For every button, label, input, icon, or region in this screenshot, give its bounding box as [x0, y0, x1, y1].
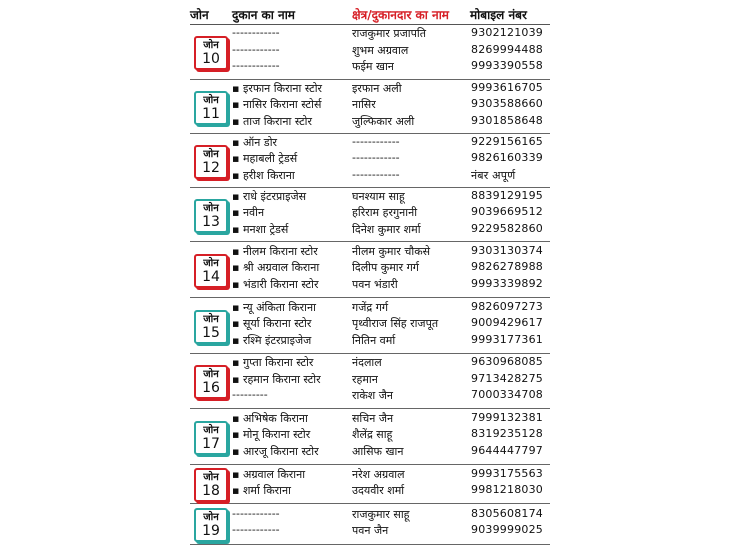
- mobile-number: 9229156165: [471, 134, 543, 148]
- area-owner-name: पवन जैन: [352, 524, 389, 537]
- area-owner-name: गजेंद्र गर्ग: [352, 300, 389, 314]
- zone-badge-number: 11: [202, 106, 220, 122]
- shop-name: ▪ भंडारी किराना स्टोर: [232, 277, 319, 291]
- area-owner-name: ------------: [352, 167, 400, 181]
- area-owner-name: शैलेंद्र साहू: [352, 428, 393, 442]
- shop-name: ▪ इरफान किराना स्टोर: [232, 81, 323, 95]
- mobile-number: 9039999025: [471, 523, 543, 536]
- table-row: [190, 483, 550, 499]
- area-owner-name: ------------: [352, 151, 400, 165]
- zone-block: [190, 80, 550, 134]
- mobile-number: 9302121039: [471, 26, 543, 40]
- mobile-number: 9009429617: [471, 316, 543, 330]
- zone-badge-label: जोन: [203, 425, 219, 436]
- zone-block: [190, 298, 550, 354]
- shop-name: ▪ रश्मि इंटरप्राइजेज: [232, 333, 312, 347]
- zone-badge-number: 18: [202, 483, 220, 499]
- zone-block: [190, 409, 550, 465]
- mobile-number: 9993616705: [471, 80, 543, 94]
- mobile-number: 9039669512: [471, 205, 543, 219]
- mobile-number: 9826278988: [471, 260, 543, 274]
- area-owner-name: नितिन वर्मा: [352, 333, 396, 347]
- shop-name: ▪ अभिषेक किराना: [232, 411, 308, 425]
- area-owner-name: नासिर: [352, 98, 376, 112]
- header-area-owner: क्षेत्र/दुकानदार का नाम: [352, 8, 449, 22]
- zone-badge-label: जोन: [203, 149, 219, 160]
- mobile-number: 9826097273: [471, 299, 543, 313]
- table-row: [190, 427, 550, 443]
- area-owner-name: दिनेश कुमार शर्मा: [352, 222, 421, 236]
- mobile-number: 9303130374: [471, 243, 543, 257]
- table-row: [190, 523, 550, 539]
- table-row: [190, 26, 550, 42]
- zone-block: [190, 242, 550, 298]
- table-row: [190, 222, 550, 238]
- table-row: [190, 189, 550, 205]
- shop-name: ▪ राधे इंटरप्राइजेस: [232, 189, 307, 203]
- shop-name: ▪ ऑन डोर: [232, 135, 278, 149]
- table-row: [190, 277, 550, 293]
- shop-name: ------------: [232, 506, 280, 520]
- zone-badge-number: 10: [202, 51, 220, 67]
- table-row: [190, 369, 550, 388]
- table-row: [190, 114, 550, 130]
- table-row: [190, 168, 550, 184]
- area-owner-name: नीलम कुमार चौकसे: [352, 244, 431, 258]
- shop-name: ▪ न्यू अंकिता किराना: [232, 300, 316, 314]
- area-owner-name: नंदलाल: [352, 356, 382, 370]
- table-row: [190, 300, 550, 316]
- mobile-number: 9993339892: [471, 276, 543, 290]
- mobile-number: 9993177361: [471, 332, 543, 346]
- table-row: [190, 444, 550, 460]
- mobile-number: 9301858648: [471, 113, 543, 127]
- zone-badge-label: जोन: [203, 472, 219, 483]
- table-row: [190, 97, 550, 113]
- shop-name: ------------: [232, 59, 280, 73]
- shop-name: ------------: [232, 523, 280, 536]
- shop-name: ▪ नासिर किराना स्टोर्स: [232, 98, 322, 112]
- zone-block: [190, 25, 550, 80]
- shop-name: ▪ अग्रवाल किराना: [232, 467, 306, 481]
- mobile-number: 9826160339: [471, 151, 543, 165]
- zone-badge-number: 14: [202, 269, 220, 285]
- mobile-number: 9713428275: [471, 371, 543, 385]
- zone-badge-number: 19: [202, 523, 220, 539]
- mobile-number: 7000334708: [471, 388, 543, 402]
- zone-badge-number: 12: [202, 160, 220, 176]
- table-row: [190, 151, 550, 167]
- area-owner-name: राजकुमार साहू: [352, 507, 410, 521]
- zone-block: [190, 465, 550, 504]
- zone-block: [190, 134, 550, 188]
- zone-block: [190, 188, 550, 242]
- mobile-number: 9303588660: [471, 97, 543, 111]
- mobile-number: नंबर अपूर्ण: [471, 168, 516, 182]
- area-owner-name: शुभम अग्रवाल: [352, 43, 409, 57]
- shop-name: ▪ श्री अग्रवाल किराना: [232, 261, 320, 275]
- area-owner-name: दिलीप कुमार गर्ग: [352, 261, 419, 275]
- table-row: [190, 260, 550, 276]
- zone-badge-number: 15: [202, 325, 220, 341]
- area-owner-name: ------------: [352, 134, 400, 148]
- area-owner-name: रहमान: [352, 372, 378, 386]
- header-mobile: मोबाइल नंबर: [470, 8, 527, 22]
- area-owner-name: राजकुमार प्रजापति: [352, 27, 427, 41]
- table-row: [190, 135, 550, 151]
- area-owner-name: हरिराम हरगुनानी: [352, 206, 418, 220]
- shop-name: ▪ ताज किराना स्टोर: [232, 114, 312, 128]
- mobile-number: 8269994488: [471, 42, 543, 56]
- area-owner-name: उदयवीर शर्मा: [352, 484, 405, 497]
- shop-name: ▪ महाबली ट्रेडर्स: [232, 152, 298, 166]
- area-owner-name: फईम खान: [352, 60, 394, 74]
- shop-name: ▪ शर्मा किराना: [232, 484, 291, 497]
- shop-name: ------------: [232, 42, 280, 56]
- zone-badge-label: जोन: [203, 369, 219, 380]
- zone-badge-number: 13: [202, 214, 220, 230]
- shop-name: ▪ हरीश किराना: [232, 168, 295, 182]
- header-zone: जोन: [190, 8, 209, 22]
- shop-name: ▪ नवीन: [232, 206, 265, 220]
- zone-badge-label: जोन: [203, 258, 219, 269]
- table-row: [190, 316, 550, 332]
- shop-name: ▪ गुप्ता किराना स्टोर: [232, 356, 314, 370]
- zone-badge-number: 17: [202, 436, 220, 452]
- zone-block: [190, 504, 550, 545]
- zone-badge-label: जोन: [203, 95, 219, 106]
- mobile-number: 9993175563: [471, 466, 543, 480]
- table-row: [190, 244, 550, 260]
- table-row: [190, 205, 550, 221]
- shop-name: ------------: [232, 26, 280, 40]
- table-row: [190, 467, 550, 483]
- shop-name: ▪ सूर्या किराना स्टोर: [232, 317, 312, 331]
- zone-block: [190, 354, 550, 409]
- mobile-number: 8305608174: [471, 506, 543, 520]
- mobile-number: 9993390558: [471, 59, 543, 73]
- table-row: [190, 81, 550, 97]
- zone-badge-label: जोन: [203, 512, 219, 523]
- table-row: [190, 388, 550, 404]
- shop-name: ▪ रहमान किराना स्टोर: [232, 372, 321, 386]
- shop-name: ▪ मनशा ट्रेडर्स: [232, 222, 289, 236]
- zone-shop-table: [190, 0, 550, 548]
- table-row: [190, 507, 550, 523]
- area-owner-name: सचिन जैन: [352, 411, 394, 425]
- table-row: [190, 40, 550, 59]
- area-owner-name: नरेश अग्रवाल: [352, 467, 405, 481]
- shop-name: ---------: [232, 388, 268, 402]
- zone-badge-label: जोन: [203, 203, 219, 214]
- mobile-number: 7999132381: [471, 410, 543, 424]
- area-owner-name: राकेश जैन: [352, 389, 394, 403]
- zone-badge-label: जोन: [203, 314, 219, 325]
- mobile-number: 9644447797: [471, 443, 543, 457]
- area-owner-name: पृथ्वीराज सिंह राजपूत: [352, 317, 439, 331]
- zone-badge-number: 16: [202, 380, 220, 396]
- table-row: [190, 59, 550, 75]
- mobile-number: 9229582860: [471, 221, 543, 235]
- area-owner-name: पवन भंडारी: [352, 277, 398, 291]
- area-owner-name: घनश्याम साहू: [352, 189, 405, 203]
- area-owner-name: इरफान अली: [352, 81, 402, 95]
- table-row: [190, 355, 550, 371]
- table-row: [190, 333, 550, 349]
- mobile-number: 8319235128: [471, 427, 543, 441]
- area-owner-name: जुल्फिकार अली: [352, 114, 415, 128]
- zone-badge-label: जोन: [203, 40, 219, 51]
- table-row: [190, 411, 550, 427]
- mobile-number: 8839129195: [471, 188, 543, 202]
- area-owner-name: आसिफ खान: [352, 444, 404, 458]
- shop-name: ▪ नीलम किराना स्टोर: [232, 244, 318, 258]
- shop-name: ▪ आरजू किराना स्टोर: [232, 444, 319, 458]
- mobile-number: 9981218030: [471, 483, 543, 496]
- shop-name: ▪ मोनू किराना स्टोर: [232, 428, 311, 442]
- mobile-number: 9630968085: [471, 355, 543, 369]
- header-shop-name: दुकान का नाम: [232, 8, 295, 22]
